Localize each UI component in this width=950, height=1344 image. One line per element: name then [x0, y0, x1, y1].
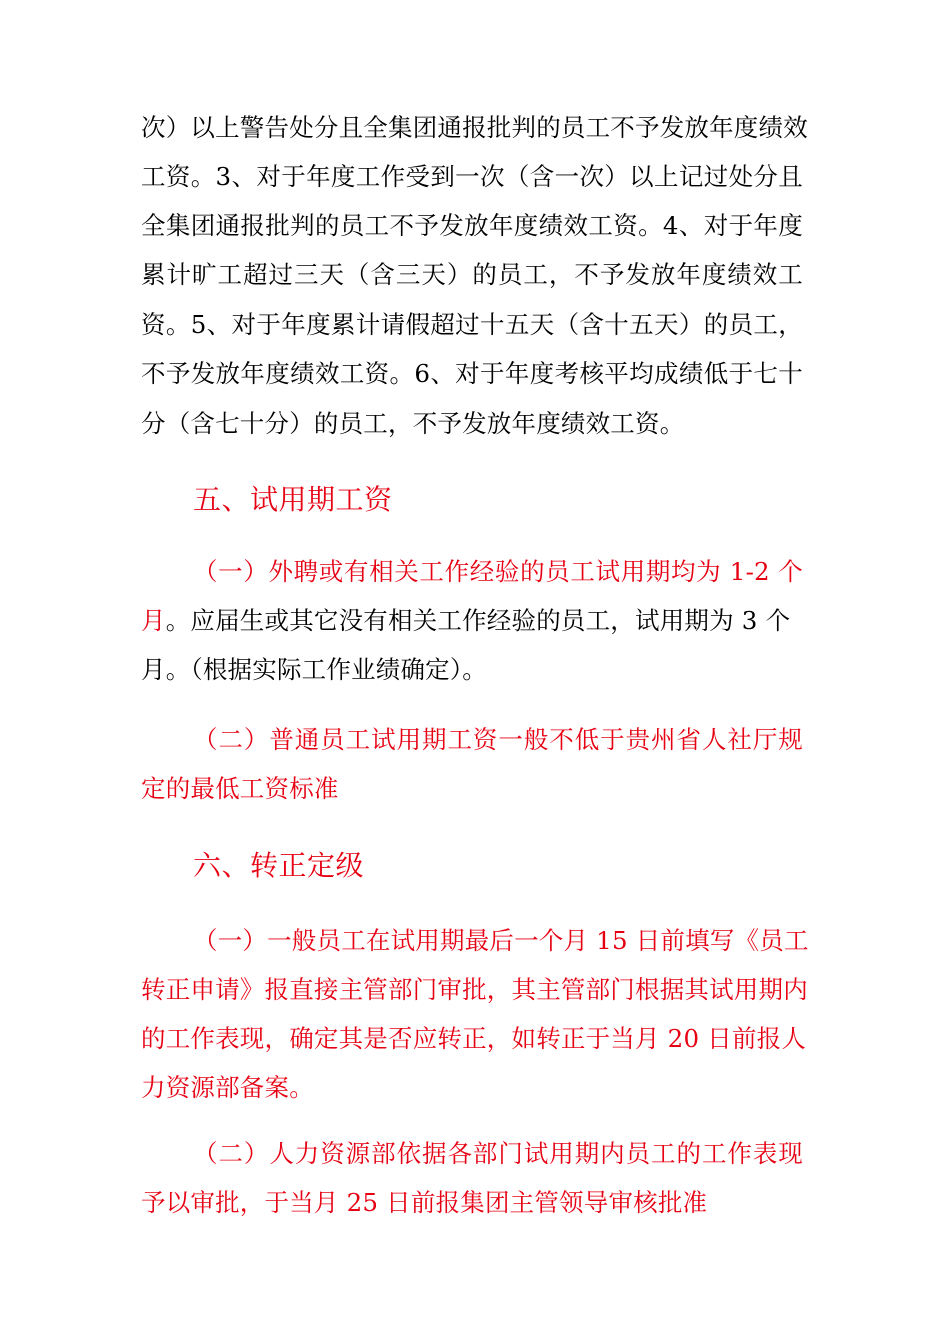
regularization-line: 力资源部备案。 — [141, 1073, 314, 1102]
paragraph-line: 资。5、对于年度累计请假超过十五天（含十五天）的员工， — [141, 310, 803, 339]
probation-period-graduate-text: 。应届生或其它没有相关工作经验的员工，试用期为 3 个 — [165, 606, 791, 635]
hr-approval-line: （二）人力资源部依据各部门试用期内员工的工作表现 — [193, 1139, 803, 1168]
regularization-line: 的工作表现，确定其是否应转正，如转正于当月 20 日前报人 — [141, 1024, 807, 1053]
probation-period-line: 月。（根据实际工作业绩确定）。 — [141, 655, 487, 684]
regularization-line: （一）一般员工在试用期最后一个月 15 日前填写《员工 — [193, 926, 809, 955]
hr-approval-line: 予以审批，于当月 25 日前报集团主管领导审核批准 — [141, 1188, 708, 1217]
probation-wage-line: （二）普通员工试用期工资一般不低于贵州省人社厅规 — [193, 725, 803, 754]
regularization-line: 转正申请》报直接主管部门审批，其主管部门根据其试用期内 — [141, 975, 808, 1004]
paragraph-line: 累计旷工超过三天（含三天）的员工，不予发放年度绩效工 — [141, 260, 803, 289]
section-heading-probation-salary: 五、试用期工资 — [193, 483, 393, 516]
probation-period-line: （一）外聘或有相关工作经验的员工试用期均为 1-2 个 — [193, 557, 803, 586]
probation-wage-line: 定的最低工资标准 — [141, 774, 339, 803]
paragraph-line: 次）以上警告处分且全集团通报批判的员工不予发放年度绩效 — [141, 113, 808, 142]
paragraph-line: 不予发放年度绩效工资。6、对于年度考核平均成绩低于七十 — [141, 359, 803, 388]
section-heading-regularization: 六、转正定级 — [193, 849, 365, 882]
paragraph-line: 全集团通报批判的员工不予发放年度绩效工资。4、对于年度 — [141, 211, 803, 240]
paragraph-line: 工资。3、对于年度工作受到一次（含一次）以上记过处分且 — [141, 162, 803, 191]
probation-period-line — [141, 605, 803, 637]
probation-period-month-fragment: 月 — [141, 606, 166, 635]
paragraph-line: 分（含七十分）的员工，不予发放年度绩效工资。 — [141, 409, 685, 438]
